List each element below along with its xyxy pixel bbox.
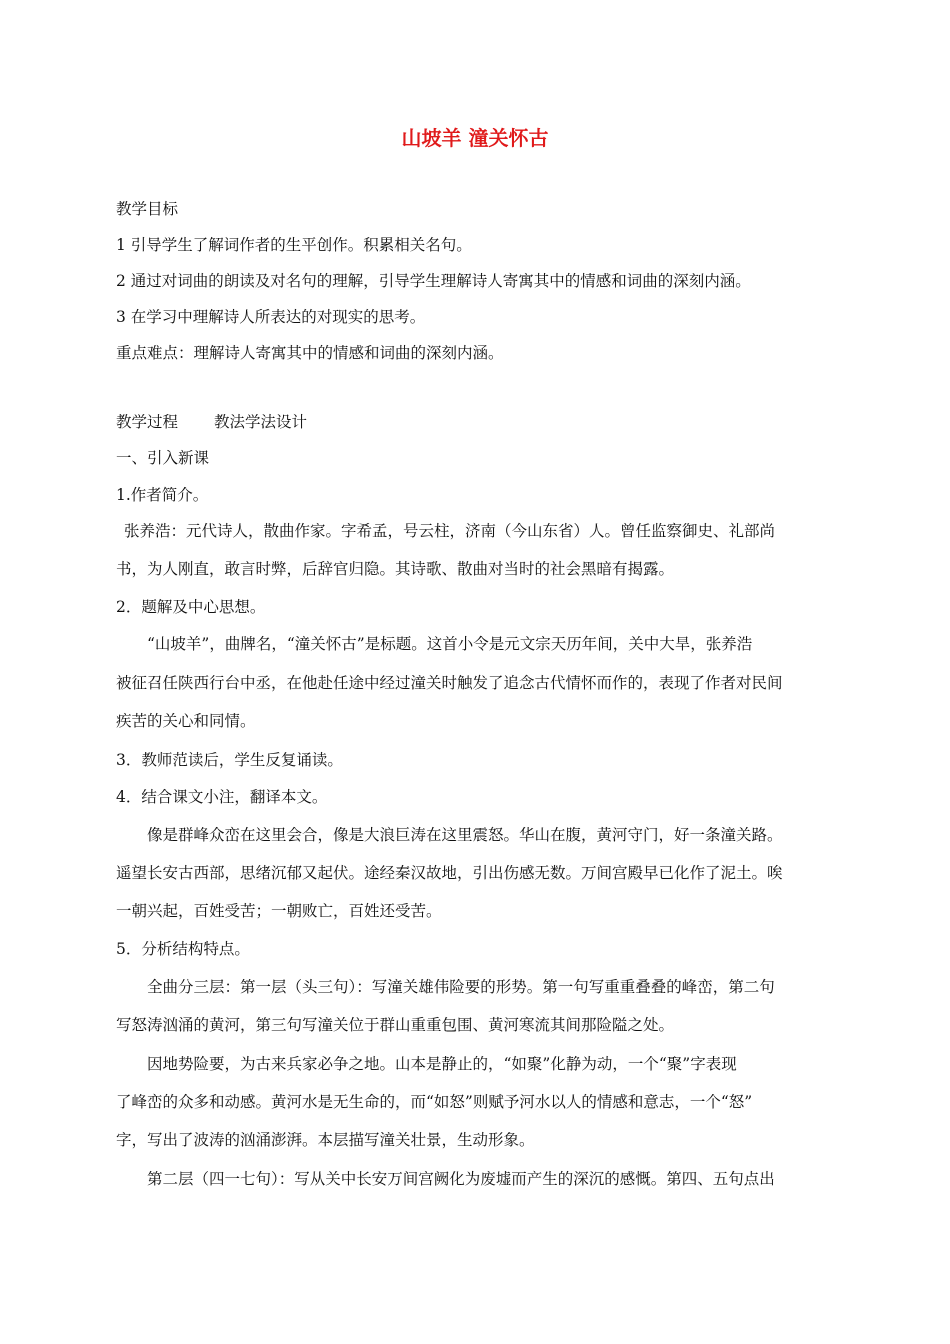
theme-line-3: 疾苦的关心和同情。 — [116, 712, 256, 730]
process-heading-row — [116, 411, 840, 433]
objective-3: 3 在学习中理解诗人所表达的对现实的思考。 — [116, 308, 426, 326]
analysis-line-2: 了峰峦的众多和动感。黄河水是无生命的，而“如怒”则赋予河水以人的情感和意志，一个“怒” — [116, 1093, 753, 1111]
structure-line-2: 写怒涛汹涌的黄河，第三句写潼关位于群山重重包围、黄河寒流其间那险隘之处。 — [116, 1016, 675, 1034]
structure-line-1: 全曲分三层：第一层（头三句）：写潼关雄伟险要的形势。第一句写重重叠叠的峰峦，第二句 — [147, 978, 775, 996]
author-line-1: 张养浩：元代诗人，散曲作家。字希孟，号云柱，济南（今山东省）人。曾任监察御史、礼部尚 — [124, 522, 776, 540]
section-1-heading: 一、引入新课 — [116, 449, 210, 467]
translation-line-2: 遥望长安古西部，思绪沉郁又起伏。途经秦汉故地，引出伤感无数。万间宫殿早已化作了泥土。唉 — [116, 864, 783, 882]
analysis-line-1: 因地势险要，为古来兵家必争之地。山本是静止的，“如聚”化静为动，一个“聚”字表现 — [147, 1055, 737, 1073]
author-line-2: 书，为人刚直，敢言时弊，后辞官归隐。其诗歌、散曲对当时的社会黑暗有揭露。 — [116, 560, 675, 578]
objective-2: 2 通过对词曲的朗读及对名句的理解，引导学生理解诗人寄寓其中的情感和词曲的深刻内涵。 — [116, 272, 751, 290]
analysis-line-3: 字，写出了波涛的汹涌澎湃。本层描写潼关壮景，生动形象。 — [116, 1131, 535, 1149]
theme-line-1: “山坡羊”，曲牌名，“潼关怀古”是标题。这首小令是元文宗天历年间，关中大旱，张养浩 — [147, 635, 753, 653]
translation-line-1: 像是群峰众峦在这里会合，像是大浪巨涛在这里震怒。华山在腹，黄河守门，好一条潼关路。 — [147, 826, 783, 844]
item-3: 3．教师范读后，学生反复诵读。 — [116, 751, 343, 769]
theme-line-2: 被征召任陕西行台中丞，在他赴任途中经过潼关时触发了追念古代情怀而作的，表现了作者对民间 — [116, 674, 783, 692]
item-1-heading: 1.作者简介。 — [116, 486, 209, 504]
process-subheading: 教法学法设计 — [214, 413, 308, 431]
key-points: 重点难点：理解诗人寄寓其中的情感和词曲的深刻内涵。 — [116, 344, 504, 362]
process-heading: 教学过程 — [116, 413, 179, 431]
item-5: 5．分析结构特点。 — [116, 940, 250, 958]
objectives-heading: 教学目标 — [116, 200, 179, 218]
translation-line-3: 一朝兴起，百姓受苦；一朝败亡，百姓还受苦。 — [116, 902, 442, 920]
page-title: 山坡羊 潼关怀古 — [401, 126, 549, 150]
item-4: 4．结合课文小注，翻译本文。 — [116, 788, 328, 806]
layer-2-line-1: 第二层（四一七句）：写从关中长安万间宫阙化为废墟而产生的深沉的感慨。第四、五句点出 — [147, 1170, 775, 1188]
item-2-heading: 2．题解及中心思想。 — [116, 598, 266, 616]
objective-1: 1 引导学生了解词作者的生平创作。积累相关名句。 — [116, 236, 472, 254]
